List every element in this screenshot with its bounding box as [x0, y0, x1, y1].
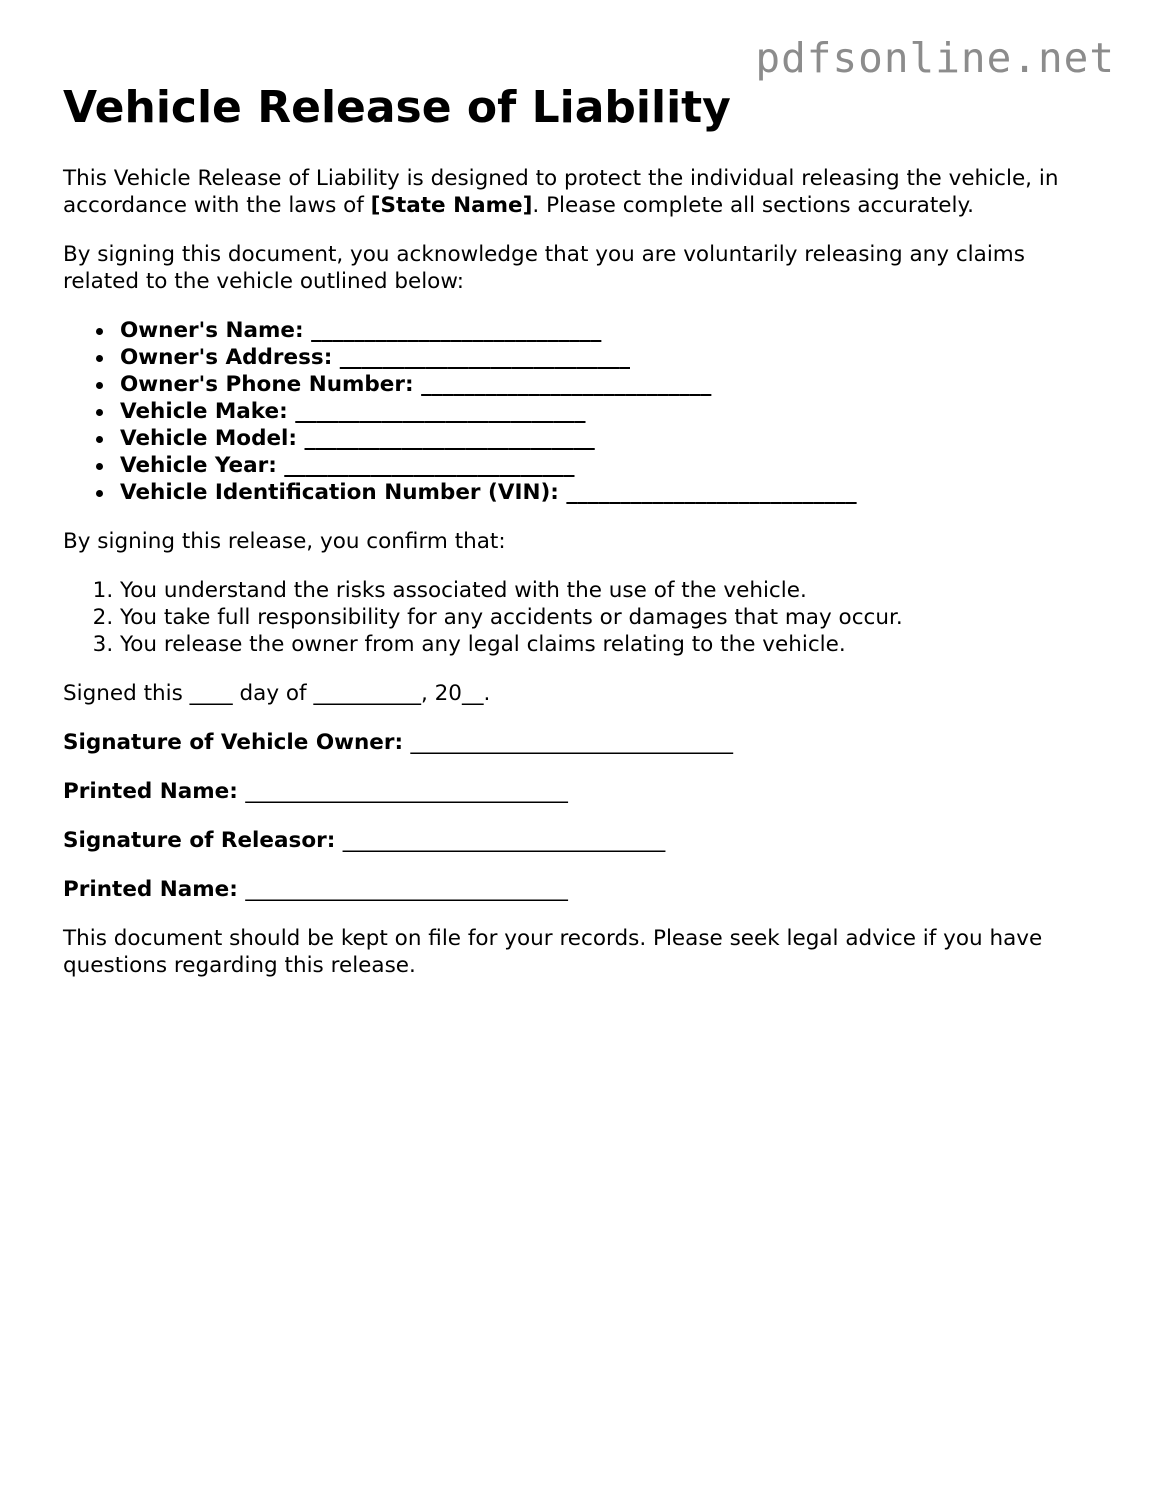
field-owner-phone [120, 371, 1103, 398]
field-owner-name [120, 317, 1103, 344]
vehicle-fields-list [63, 317, 1103, 506]
confirm-intro: By signing this release, you confirm that: [63, 529, 506, 554]
field-blank[interactable]: ___________________________ [421, 372, 712, 397]
field-blank[interactable]: ___________________________ [295, 399, 586, 424]
field-label: Owner's Name: [120, 318, 312, 343]
field-blank[interactable]: ___________________________ [339, 345, 631, 370]
field-label: Vehicle Model: [120, 426, 305, 451]
field-label: Vehicle Identification Number (VIN): [120, 480, 567, 505]
printed-name-label: Printed Name: [63, 877, 246, 902]
intro-text-end: . Please complete all sections accurately. [532, 193, 974, 218]
owner-signature-line [63, 729, 1103, 756]
releasor-printed-name-line [63, 876, 1103, 903]
printed-name-blank[interactable]: ______________________________ [245, 877, 568, 902]
field-label: Vehicle Make: [120, 399, 296, 424]
terms-list [63, 577, 1103, 658]
field-blank[interactable]: ___________________________ [304, 426, 595, 451]
state-name-placeholder: [State Name] [370, 193, 533, 218]
signature-blank[interactable]: ______________________________ [410, 730, 734, 755]
term-item: 3. You release the owner from any legal claims relating to the vehicle. [120, 631, 1103, 658]
field-vehicle-year [120, 452, 1103, 479]
field-label: Owner's Address: [120, 345, 340, 370]
document-title: Vehicle Release of Liability [63, 82, 731, 133]
field-label: Owner's Phone Number: [120, 372, 422, 397]
term-item: 1. You understand the risks associated with the use of the vehicle. [120, 577, 1103, 604]
closing-paragraph: This document should be kept on file for your records. Please seek legal advice if you have questions regarding this release. [63, 926, 1043, 978]
field-vehicle-model [120, 425, 1103, 452]
printed-name-label: Printed Name: [63, 779, 246, 804]
field-vin [120, 479, 1103, 506]
signature-label: Signature of Vehicle Owner: [63, 730, 411, 755]
field-owner-address [120, 344, 1103, 371]
term-item: 2. You take full responsibility for any accidents or damages that may occur. [120, 604, 1103, 631]
field-label: Vehicle Year: [120, 453, 285, 478]
owner-printed-name-line [63, 778, 1103, 805]
signature-blank[interactable]: ______________________________ [342, 828, 666, 853]
field-vehicle-make [120, 398, 1103, 425]
acknowledgement-paragraph: By signing this document, you acknowledge that you are voluntarily releasing any claims related to the vehicle outlined below: [63, 242, 1025, 294]
document-page [63, 82, 1103, 979]
field-blank[interactable]: ___________________________ [311, 318, 602, 343]
printed-name-blank[interactable]: ______________________________ [245, 779, 568, 804]
watermark: pdfsonline.net [755, 34, 1115, 82]
signature-label: Signature of Releasor: [63, 828, 343, 853]
signed-date-line[interactable]: Signed this ____ day of __________, 20__. [63, 681, 491, 706]
releasor-signature-line [63, 827, 1103, 854]
intro-text-start: This Vehicle Release of Liability is designed to protect the individual releasing the vehicle, in accordance with the laws of [63, 166, 1059, 218]
field-blank[interactable]: ___________________________ [566, 480, 857, 505]
field-blank[interactable]: ___________________________ [284, 453, 575, 478]
intro-paragraph [63, 165, 1103, 219]
